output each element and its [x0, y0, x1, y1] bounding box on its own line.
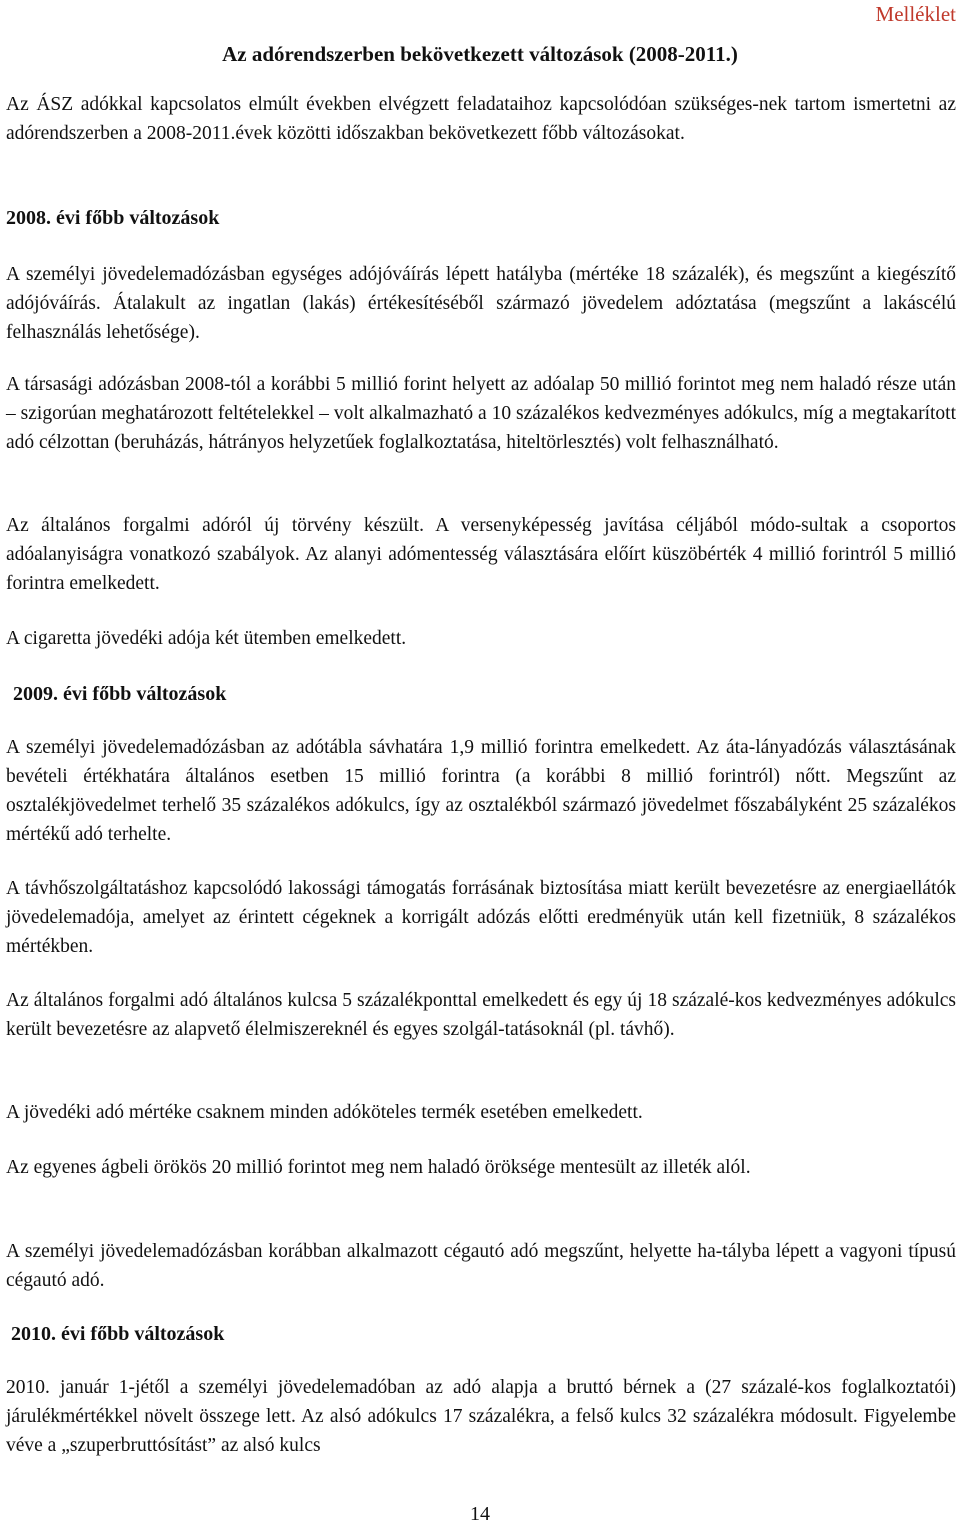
paragraph-2008-cigarette: A cigaretta jövedéki adója két ütemben emelkedett.: [6, 628, 407, 649]
section-heading-2009: 2009. évi főbb változások: [13, 683, 227, 705]
paragraph-2008-vat: Az általános forgalmi adóról új törvény készült. A versenyképesség javítása céljából módo-sultak a csoportos adóalanyiságra vonatkozó szabályok. Az alanyi adómentesség választására előírt küszöbérték 4 millió forintról 5 millió forintra emelkedett.: [6, 515, 956, 594]
paragraph-2009-inheritance: Az egyenes ágbeli örökös 20 millió forintot meg nem haladó öröksége mentesült az illeték alól.: [6, 1157, 751, 1178]
section-heading-2010: 2010. évi főbb változások: [11, 1323, 225, 1345]
section-heading-2008: 2008. évi főbb változások: [6, 207, 220, 229]
annex-label: Melléklet: [875, 2, 956, 26]
paragraph-2010-pit: 2010. január 1-jétől a személyi jövedelemadóban az adó alapja a bruttó bérnek a (27 százalé-kos foglalkoztatói) járulékmértékkel növelt összege lett. Az alsó adókulcs 17 százalékra, a felső kulcs 32 százalékra módosult. Figyelembe véve a „szuperbruttósítást” az alsó kulcs: [6, 1377, 956, 1456]
paragraph-2008-corporate-tax: A társasági adózásban 2008-tól a korábbi 5 millió forint helyett az adóalap 50 millió forintot meg nem haladó része után – szigorúan meghatározott feltételekkel – volt alkalmazható a 10 százalékos kedvezményes adókulcs, míg a megtakarított adó célzottan (beruházás, hátrányos helyzetűek foglalkoztatása, hiteltörlesztés) volt felhasználható.: [6, 374, 956, 453]
paragraph-2008-pit: A személyi jövedelemadózásban egységes adójóváírás lépett hatályba (mértéke 18 százalék), és megszűnt a kiegészítő adójóváírás. Átalakult az ingatlan (lakás) értékesítéséből származó jövedelem adóztatása (megszűnt a lakáscélú felhasználás lehetősége).: [6, 264, 956, 343]
paragraph-2009-company-car: A személyi jövedelemadózásban korábban alkalmazott cégautó adó megszűnt, helyette ha-tályba lépett a vagyoni típusú cégautó adó.: [6, 1241, 956, 1291]
document-title: Az adórendszerben bekövetkezett változások (2008-2011.): [222, 42, 738, 66]
paragraph-2009-energy-tax: A távhőszolgáltatáshoz kapcsolódó lakossági támogatás forrásának biztosítása miatt került bevezetésre az energiaellátók jövedelemadója, amelyet az érintett cégeknek a korrigált adózás előtti eredményük után kell fizetniük, 8 százalékos mértékben.: [6, 878, 956, 957]
intro-paragraph: Az ÁSZ adókkal kapcsolatos elmúlt években elvégzett feladataihoz kapcsolódóan szükséges-nek tartom ismertetni az adórendszerben a 2008-2011.évek közötti időszakban bekövetkezett főbb változásokat.: [6, 94, 956, 144]
paragraph-2009-excise: A jövedéki adó mértéke csaknem minden adóköteles termék esetében emelkedett.: [6, 1102, 643, 1123]
paragraph-2009-pit: A személyi jövedelemadózásban az adótábla sávhatára 1,9 millió forintra emelkedett. Az áta-lányadózás választásának bevételi értékhatára általános esetben 15 millió forintra (a korábbi 8 millió forintról) nőtt. Megszűnt az osztalékjövedelmet terhelő 35 százalékos adókulcs, így az osztalékból származó jövedelmet főszabályként 25 százalékos mértékű adó terhelte.: [6, 737, 956, 845]
page-number: 14: [470, 1503, 490, 1525]
paragraph-2009-vat: Az általános forgalmi adó általános kulcsa 5 százalékponttal emelkedett és egy új 18 százalé-kos kedvezményes adókulcs került bevezetésre az alapvető élelmiszereknél és egyes szolgál-tatásoknál (pl. távhő).: [6, 990, 956, 1040]
